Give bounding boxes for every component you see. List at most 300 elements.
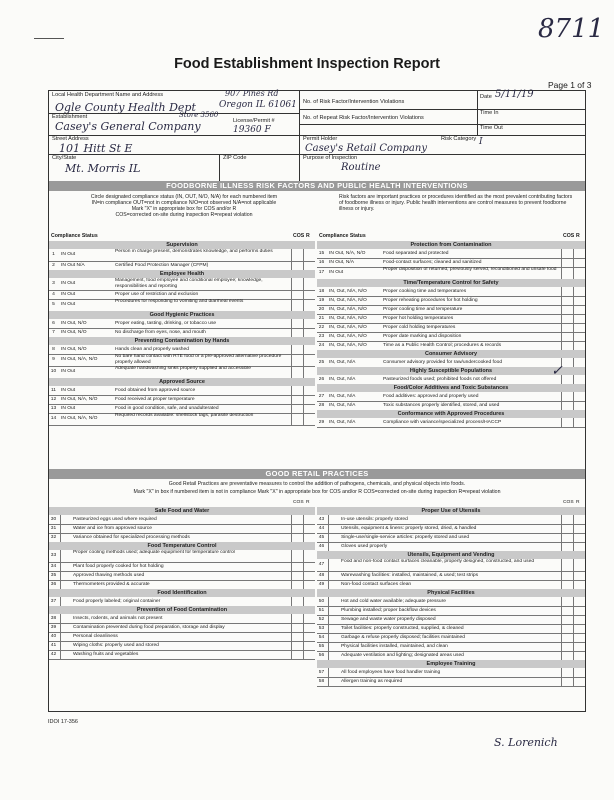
repeat-checkbox[interactable] — [573, 668, 583, 677]
section-heading: Conformance with Approved Procedures — [317, 410, 585, 418]
noncompliance-checkbox[interactable] — [328, 559, 338, 571]
repeat-checkbox[interactable] — [303, 319, 313, 328]
item-description: Compliance with variance/specialized process/HACCP — [383, 420, 502, 425]
item-description: Physical facilities installed, maintained, and clean — [341, 644, 448, 649]
item-description: Proper cold holding temperatures — [383, 325, 456, 330]
license-label: License/Permit # — [233, 118, 275, 124]
r-header: R — [576, 233, 580, 239]
cos-checkbox[interactable] — [561, 524, 571, 533]
cos-checkbox[interactable] — [561, 624, 571, 633]
item-number: 20 — [318, 307, 325, 312]
repeat-checkbox[interactable] — [303, 632, 313, 641]
item-description: Personal cleanliness — [73, 634, 118, 639]
compliance-status[interactable]: IN Out, N/A, N/O — [61, 397, 98, 402]
repeat-checkbox[interactable] — [303, 366, 313, 378]
compliance-status[interactable]: IN Out N/A — [61, 263, 85, 268]
section-heading: Physical Facilities — [317, 589, 585, 597]
risk-violations-label: No. of Risk Factor/Intervention Violations — [303, 99, 405, 105]
dept-city: Oregon IL 61061 — [219, 100, 297, 110]
noncompliance-checkbox[interactable] — [328, 606, 338, 615]
item-description: Certified Food Protection Manager (CFPM) — [115, 263, 209, 268]
noncompliance-checkbox[interactable] — [328, 651, 338, 660]
retail-items-left — [49, 499, 315, 709]
repeat-checkbox[interactable] — [303, 580, 313, 589]
cos-checkbox[interactable] — [561, 542, 571, 551]
repeat-checkbox[interactable] — [573, 267, 583, 279]
item-number: 50 — [318, 599, 325, 604]
item-description: Variance obtained for specialized processing methods — [73, 535, 190, 540]
section-heading: Proper Use of Utensils — [317, 507, 585, 515]
good-retail-banner: GOOD RETAIL PRACTICES — [49, 469, 585, 479]
cos-checkbox[interactable] — [291, 366, 301, 378]
item-number: 42 — [50, 652, 57, 657]
repeat-checkbox[interactable] — [573, 358, 583, 367]
item-number: 45 — [318, 535, 325, 540]
noncompliance-checkbox[interactable] — [60, 550, 70, 562]
item-description: Food separated and protected — [383, 251, 449, 256]
cos-checkbox[interactable] — [291, 533, 301, 542]
dept-address: 907 Pines Rd — [225, 89, 279, 98]
inspection-form — [48, 90, 586, 712]
item-description: Proper eating, tasting, drinking, or tobacco use — [115, 321, 217, 326]
repeat-checkbox[interactable] — [573, 642, 583, 651]
item-description: Pasteurized eggs used where required — [73, 517, 157, 522]
noncompliance-checkbox[interactable] — [328, 580, 338, 589]
cos-checkbox[interactable] — [561, 401, 571, 410]
compliance-status[interactable]: IN Out, N/O — [61, 330, 87, 335]
item-description: Food obtained from approved source — [115, 388, 196, 393]
cos-checkbox[interactable] — [291, 623, 301, 632]
section-heading: Time/Temperature Control for Safety — [317, 279, 585, 287]
risk-item-row — [49, 413, 315, 426]
cos-checkbox[interactable] — [561, 633, 571, 642]
compliance-status[interactable]: IN, Out, N/A, N/O — [329, 334, 367, 339]
item-number: 5 — [52, 302, 55, 307]
item-number: 30 — [50, 517, 57, 522]
repeat-checkbox[interactable] — [303, 354, 313, 366]
item-description: Water and ice from approved source — [73, 526, 152, 531]
repeat-checkbox[interactable] — [573, 606, 583, 615]
compliance-status[interactable]: IN Out — [329, 270, 344, 275]
risk-items-left — [49, 231, 315, 461]
cos-checkbox[interactable] — [561, 651, 571, 660]
retail-items-right — [317, 499, 585, 709]
cos-checkbox[interactable] — [561, 597, 571, 606]
cos-checkbox[interactable] — [561, 642, 571, 651]
cos-checkbox[interactable] — [561, 323, 571, 332]
street-label: Street Address — [52, 136, 89, 142]
repeat-checkbox[interactable] — [303, 515, 313, 524]
item-number: 2 — [52, 263, 55, 268]
compliance-status[interactable]: IN, Out, N/A, N/O — [329, 298, 367, 303]
noncompliance-checkbox[interactable] — [60, 562, 70, 571]
item-number: 46 — [318, 544, 325, 549]
section-heading: Safe Food and Water — [49, 507, 315, 515]
section-heading: Approved Source — [49, 378, 315, 386]
section-heading: Food Temperature Control — [49, 542, 315, 550]
cos-checkbox[interactable] — [561, 668, 571, 677]
repeat-checkbox[interactable] — [303, 614, 313, 623]
item-description: Hot and cold water available; adequate pressure — [341, 599, 446, 604]
noncompliance-checkbox[interactable] — [60, 623, 70, 632]
item-number: 40 — [50, 634, 57, 639]
risk-factors-banner: FOODBORNE ILLNESS RISK FACTORS AND PUBLIC HEALTH INTERVENTIONS — [49, 181, 585, 191]
cos-checkbox[interactable] — [291, 328, 301, 337]
item-number: 3 — [52, 281, 55, 286]
cos-checkbox[interactable] — [291, 562, 301, 571]
establishment-value: Casey's General Company — [55, 120, 201, 133]
risk-category-label: Risk Category — [441, 136, 477, 142]
item-number: 34 — [50, 564, 57, 569]
item-number: 16 — [318, 260, 325, 265]
street-value: 101 Hitt St E — [59, 142, 133, 155]
repeat-checkbox[interactable] — [573, 651, 583, 660]
item-number: 55 — [318, 644, 325, 649]
repeat-checkbox[interactable] — [303, 641, 313, 650]
noncompliance-checkbox[interactable] — [328, 668, 338, 677]
noncompliance-checkbox[interactable] — [328, 597, 338, 606]
cos-checkbox[interactable] — [561, 341, 571, 350]
item-number: 17 — [318, 270, 325, 275]
compliance-status[interactable]: IN, Out, N/A — [329, 420, 356, 425]
compliance-status[interactable]: IN, Out, N/A — [329, 360, 356, 365]
item-number: 43 — [318, 517, 325, 522]
repeat-checkbox[interactable] — [573, 401, 583, 410]
noncompliance-checkbox[interactable] — [60, 580, 70, 589]
item-number: 36 — [50, 582, 57, 587]
repeat-checkbox[interactable] — [573, 580, 583, 589]
repeat-checkbox[interactable] — [573, 249, 583, 258]
noncompliance-checkbox[interactable] — [60, 632, 70, 641]
noncompliance-checkbox[interactable] — [328, 571, 338, 580]
repeat-checkbox[interactable] — [303, 395, 313, 404]
repeat-checkbox[interactable] — [573, 597, 583, 606]
handwritten-number: 8711 — [538, 14, 605, 44]
item-number: 57 — [318, 670, 325, 675]
repeat-checkbox[interactable] — [303, 278, 313, 290]
repeat-checkbox[interactable] — [573, 624, 583, 633]
repeat-checkbox[interactable] — [573, 314, 583, 323]
repeat-checkbox[interactable] — [573, 392, 583, 401]
item-description: Thermometers provided & accurate — [73, 582, 150, 587]
section-heading: Consumer Advisory — [317, 350, 585, 358]
item-description: Time as a Public Health Control; procedures & records — [383, 343, 502, 348]
repeat-checkbox[interactable] — [303, 249, 313, 261]
establishment-label: Establishment — [52, 114, 88, 120]
noncompliance-checkbox[interactable] — [60, 650, 70, 659]
item-number: 38 — [50, 616, 57, 621]
item-description: Plant food properly cooked for hot holding — [73, 564, 164, 569]
legend-left: Circle designated compliance status (IN, OUT, N/O, N/A) for each numbered item IN=in compliance OUT=not in compliance N/O=not observed N/A=not applicable Mark "X" in appropriate box for COS and/or R COS=corrected on-site during inspection R=repeat violation — [90, 194, 278, 218]
cos-checkbox[interactable] — [291, 290, 301, 299]
cos-checkbox[interactable] — [291, 299, 301, 311]
cos-checkbox[interactable] — [561, 296, 571, 305]
repeat-checkbox[interactable] — [573, 524, 583, 533]
purpose-value: Routine — [341, 162, 381, 173]
cos-checkbox[interactable] — [561, 580, 571, 589]
noncompliance-checkbox[interactable] — [60, 641, 70, 650]
item-number: 23 — [318, 334, 325, 339]
section-heading: Protection from Contamination — [317, 241, 585, 249]
cos-checkbox[interactable] — [291, 515, 301, 524]
page-title: Food Establishment Inspection Report — [174, 56, 440, 72]
item-number: 27 — [318, 394, 325, 399]
repeat-checkbox[interactable] — [303, 299, 313, 311]
r-header: R — [306, 500, 310, 505]
cos-checkbox[interactable] — [291, 386, 301, 395]
repeat-checkbox[interactable] — [573, 559, 583, 571]
repeat-checkbox[interactable] — [573, 542, 583, 551]
cos-checkbox[interactable] — [291, 597, 301, 606]
repeat-checkbox[interactable] — [303, 562, 313, 571]
cos-checkbox[interactable] — [561, 258, 571, 267]
item-number: 21 — [318, 316, 325, 321]
repeat-checkbox[interactable] — [573, 677, 583, 686]
date-value: 5/11/19 — [495, 89, 534, 100]
zip-label: ZIP Code — [223, 155, 247, 161]
item-number: 18 — [318, 289, 325, 294]
noncompliance-checkbox[interactable] — [328, 677, 338, 686]
noncompliance-checkbox[interactable] — [328, 524, 338, 533]
repeat-checkbox[interactable] — [573, 615, 583, 624]
repeat-checkbox[interactable] — [573, 287, 583, 296]
compliance-status[interactable]: IN, Out, N/A, N/O — [329, 325, 367, 330]
compliance-status[interactable]: IN Out — [61, 406, 76, 411]
item-description: Adequate ventilation and lighting; designated areas used — [341, 653, 464, 658]
store-number: Store 3560 — [179, 111, 219, 119]
cos-checkbox[interactable] — [291, 524, 301, 533]
risk-item-row — [317, 418, 585, 428]
item-number: 28 — [318, 403, 325, 408]
compliance-status[interactable]: IN, Out, N/A, N/O — [329, 343, 367, 348]
noncompliance-checkbox[interactable] — [60, 524, 70, 533]
section-heading: Food/Color Additives and Toxic Substances — [317, 384, 585, 392]
item-number: 53 — [318, 626, 325, 631]
noncompliance-checkbox[interactable] — [60, 533, 70, 542]
item-description: In-use utensils: properly stored — [341, 517, 408, 522]
cos-checkbox[interactable] — [291, 395, 301, 404]
time-in-label: Time In — [480, 110, 499, 116]
item-number: 35 — [50, 573, 57, 578]
item-number: 31 — [50, 526, 57, 531]
section-heading: Good Hygienic Practices — [49, 311, 315, 319]
cos-checkbox[interactable] — [561, 571, 571, 580]
noncompliance-checkbox[interactable] — [60, 597, 70, 606]
cos-checkbox[interactable] — [291, 632, 301, 641]
repeat-checkbox[interactable] — [573, 258, 583, 267]
repeat-checkbox[interactable] — [573, 375, 583, 384]
repeat-checkbox[interactable] — [303, 623, 313, 632]
compliance-status[interactable]: IN Out, N/A, N/O — [329, 251, 366, 256]
repeat-checkbox[interactable] — [573, 323, 583, 332]
cos-checkbox[interactable] — [561, 287, 571, 296]
inspector-signature: S. Lorenich — [494, 736, 558, 749]
item-description: All food employees have food handler training — [341, 670, 441, 675]
item-number: 10 — [50, 369, 57, 374]
compliance-status[interactable]: IN Out, N/O — [61, 347, 87, 352]
cos-checkbox[interactable] — [291, 641, 301, 650]
item-description: Approved thawing methods used — [73, 573, 145, 578]
item-description: Washing fruits and vegetables — [73, 652, 139, 657]
cos-header: COS — [563, 233, 575, 239]
compliance-status[interactable]: IN, Out, N/A — [329, 377, 356, 382]
item-number: 22 — [318, 325, 325, 330]
section-heading: Highly Susceptible Populations — [317, 367, 585, 375]
item-description: Food-contact surfaces; cleaned and sanitized — [383, 260, 482, 265]
item-number: 49 — [318, 582, 325, 587]
repeat-checkbox[interactable] — [573, 533, 583, 542]
risk-items-right — [317, 231, 585, 461]
repeat-checkbox[interactable] — [303, 328, 313, 337]
cos-checkbox[interactable] — [561, 314, 571, 323]
cos-checkbox[interactable] — [291, 413, 301, 425]
cos-checkbox[interactable] — [561, 677, 571, 686]
date-label: Date — [480, 94, 492, 100]
repeat-checkbox[interactable] — [303, 345, 313, 354]
item-description: Food properly labeled; original container — [73, 599, 161, 604]
cos-checkbox[interactable] — [561, 533, 571, 542]
cos-checkbox[interactable] — [291, 249, 301, 261]
time-out-label: Time Out — [480, 125, 503, 131]
item-description: Wiping cloths: properly used and stored — [73, 643, 159, 648]
repeat-checkbox[interactable] — [573, 633, 583, 642]
compliance-status[interactable]: IN, Out, N/A — [329, 403, 356, 408]
noncompliance-checkbox[interactable] — [328, 642, 338, 651]
item-description: Proper cooking time and temperatures — [383, 289, 467, 294]
cos-checkbox[interactable] — [291, 404, 301, 413]
compliance-status-label: Compliance Status — [51, 233, 98, 239]
item-number: 29 — [318, 420, 325, 425]
cos-header: COS — [293, 500, 304, 505]
noncompliance-checkbox[interactable] — [60, 614, 70, 623]
cos-checkbox[interactable] — [291, 345, 301, 354]
retail-item-row — [49, 650, 315, 660]
cos-checkbox[interactable] — [561, 515, 571, 524]
item-description: Garbage & refuse properly disposed; facilities maintained — [341, 635, 465, 640]
page-number: Page 1 of 3 — [548, 80, 592, 90]
cos-checkbox[interactable] — [291, 354, 301, 366]
cos-checkbox[interactable] — [561, 606, 571, 615]
item-description: Insects, rodents, and animals not present — [73, 616, 163, 621]
cos-checkbox[interactable] — [561, 559, 571, 571]
repeat-checkbox[interactable] — [573, 418, 583, 427]
item-number: 13 — [50, 406, 57, 411]
repeat-checkbox[interactable] — [303, 261, 313, 270]
compliance-status[interactable]: IN, Out, N/A, N/O — [329, 316, 367, 321]
item-description: Contamination prevented during food preparation, storage and display — [73, 625, 225, 630]
repeat-checkbox[interactable] — [303, 524, 313, 533]
cos-checkbox[interactable] — [291, 261, 301, 270]
repeat-checkbox[interactable] — [303, 571, 313, 580]
cos-checkbox[interactable] — [561, 305, 571, 314]
cos-checkbox[interactable] — [561, 267, 571, 279]
noncompliance-checkbox[interactable] — [328, 515, 338, 524]
item-number: 41 — [50, 643, 57, 648]
repeat-checkbox[interactable] — [303, 386, 313, 395]
repeat-checkbox[interactable] — [303, 290, 313, 299]
compliance-status[interactable]: IN, Out, N/A — [329, 394, 356, 399]
repeat-checkbox[interactable] — [573, 296, 583, 305]
cos-checkbox[interactable] — [291, 571, 301, 580]
cos-checkbox[interactable] — [291, 319, 301, 328]
item-description: Food additives: approved and properly used — [383, 394, 479, 399]
noncompliance-checkbox[interactable] — [328, 542, 338, 551]
section-heading: Employee Health — [49, 270, 315, 278]
repeat-checkbox[interactable] — [303, 650, 313, 659]
repeat-checkbox[interactable] — [303, 550, 313, 562]
compliance-status[interactable]: IN Out — [61, 388, 76, 393]
noncompliance-checkbox[interactable] — [60, 571, 70, 580]
repeat-checkbox[interactable] — [573, 341, 583, 350]
item-number: 39 — [50, 625, 57, 630]
repeat-checkbox[interactable] — [303, 404, 313, 413]
item-number: 51 — [318, 608, 325, 613]
item-number: 12 — [50, 397, 57, 402]
repeat-violations-label: No. of Repeat Risk Factor/Intervention Violations — [303, 115, 424, 121]
repeat-checkbox[interactable] — [573, 332, 583, 341]
noncompliance-checkbox[interactable] — [328, 624, 338, 633]
repeat-checkbox[interactable] — [303, 413, 313, 425]
cos-checkbox[interactable] — [291, 614, 301, 623]
item-number: 58 — [318, 679, 325, 684]
r-header: R — [576, 500, 580, 505]
cos-checkbox[interactable] — [561, 615, 571, 624]
cos-checkbox[interactable] — [561, 392, 571, 401]
compliance-status[interactable]: IN, Out, N/A, N/O — [329, 307, 367, 312]
compliance-status[interactable]: IN, Out, N/A, N/O — [329, 289, 367, 294]
risk-category-value: I — [479, 137, 483, 147]
cos-checkbox[interactable] — [291, 550, 301, 562]
item-number: 26 — [318, 377, 325, 382]
noncompliance-checkbox[interactable] — [328, 615, 338, 624]
noncompliance-checkbox[interactable] — [328, 633, 338, 642]
compliance-status[interactable]: IN Out — [61, 369, 76, 374]
cos-header: COS — [563, 500, 574, 505]
repeat-checkbox[interactable] — [303, 533, 313, 542]
cos-checkbox[interactable] — [291, 650, 301, 659]
item-number: 25 — [318, 360, 325, 365]
item-description: Plumbing installed; proper backflow devices — [341, 608, 436, 613]
noncompliance-checkbox[interactable] — [60, 515, 70, 524]
dept-value: Ogle County Health Dept — [55, 101, 196, 114]
item-description: Allergen training as required — [341, 679, 403, 684]
compliance-status[interactable]: IN Out — [61, 252, 76, 257]
compliance-status[interactable]: IN Out — [61, 302, 76, 307]
cos-checkbox[interactable] — [561, 418, 571, 427]
dept-label: Local Health Department Name and Address — [52, 92, 164, 98]
item-description: Pasteurized foods used; prohibited foods not offered — [383, 377, 497, 382]
cos-checkbox[interactable] — [561, 249, 571, 258]
form-footer: IDOI 17-356 — [48, 719, 78, 725]
compliance-status[interactable]: IN Out — [61, 292, 76, 297]
compliance-status[interactable]: IN Out, N/A — [329, 260, 355, 265]
item-description: Hands clean and properly washed — [115, 347, 189, 352]
repeat-checkbox[interactable] — [303, 597, 313, 606]
noncompliance-checkbox[interactable] — [328, 533, 338, 542]
compliance-status[interactable]: IN Out — [61, 281, 76, 286]
item-description: Food received at proper temperature — [115, 397, 195, 402]
cos-checkbox[interactable] — [291, 580, 301, 589]
compliance-status[interactable]: IN Out, N/A, N/O — [61, 416, 98, 421]
repeat-checkbox[interactable] — [573, 571, 583, 580]
compliance-status[interactable]: IN Out, N/A, N/O — [61, 357, 98, 362]
repeat-checkbox[interactable] — [573, 305, 583, 314]
cos-checkbox[interactable] — [291, 278, 301, 290]
compliance-status[interactable]: IN Out, N/O — [61, 321, 87, 326]
purpose-label: Purpose of Inspection — [303, 155, 358, 161]
repeat-checkbox[interactable] — [573, 515, 583, 524]
cos-checkbox[interactable] — [561, 332, 571, 341]
